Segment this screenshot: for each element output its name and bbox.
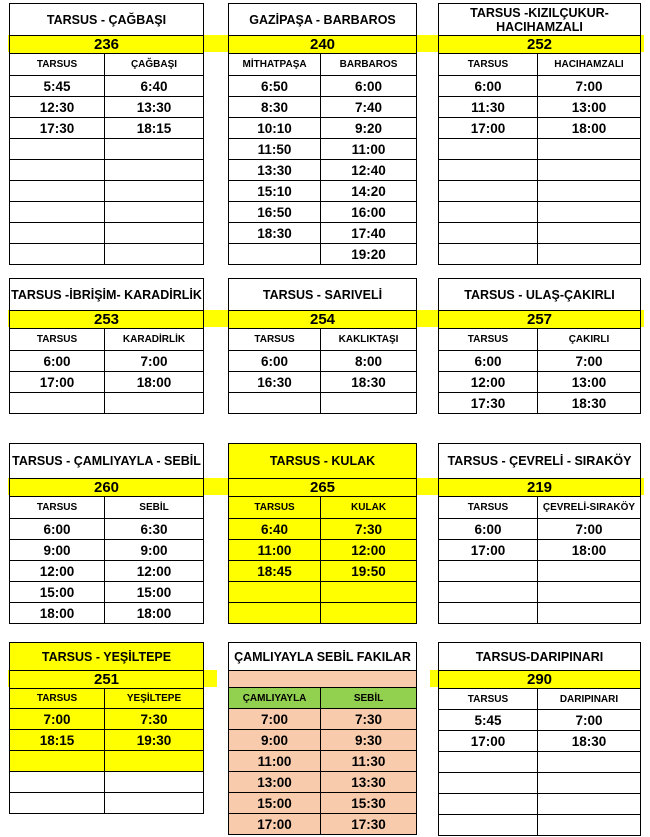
- time-row: [10, 202, 204, 223]
- time-row: [10, 223, 204, 244]
- departure-time-destination: 11:00: [321, 139, 417, 160]
- departure-time-destination: [105, 772, 204, 793]
- route-number: 236: [10, 36, 204, 54]
- column-header-destination: ÇAĞBAŞI: [105, 54, 204, 76]
- column-header-destination: YEŞİLTEPE: [105, 689, 204, 709]
- time-row: [10, 97, 204, 118]
- route-number: [229, 671, 417, 688]
- departure-time-origin: 17:00: [10, 372, 105, 393]
- departure-time-origin: 6:00: [229, 351, 321, 372]
- departure-time-destination: 7:30: [321, 519, 417, 540]
- time-row: [439, 710, 641, 731]
- departure-time-destination: 18:15: [105, 118, 204, 139]
- departure-time-origin: [229, 393, 321, 414]
- column-header-origin: TARSUS: [10, 54, 105, 76]
- departure-time-origin: 18:15: [10, 730, 105, 751]
- departure-time-destination: 18:30: [321, 372, 417, 393]
- time-row: [10, 709, 204, 730]
- time-row: [439, 519, 641, 540]
- departure-time-origin: 15:00: [229, 793, 321, 814]
- departure-time-origin: 9:00: [10, 540, 105, 561]
- departure-time-origin: 15:00: [10, 582, 105, 603]
- column-header-origin: TARSUS: [229, 497, 321, 519]
- departure-time-origin: 17:00: [229, 814, 321, 835]
- time-row: [229, 603, 417, 624]
- departure-time-destination: 7:00: [105, 351, 204, 372]
- route-number: 257: [439, 311, 641, 329]
- departure-time-origin: 6:40: [229, 519, 321, 540]
- column-header-origin: TARSUS: [10, 689, 105, 709]
- departure-time-destination: [105, 393, 204, 414]
- column-header-destination: DARIPINARI: [537, 689, 640, 710]
- time-row: [439, 794, 641, 815]
- departure-time-origin: [10, 751, 105, 772]
- departure-time-origin: [10, 244, 105, 265]
- departure-time-origin: 12:00: [439, 372, 538, 393]
- departure-time-origin: [439, 223, 538, 244]
- time-row: [10, 118, 204, 139]
- time-row: [229, 181, 417, 202]
- time-row: [229, 793, 417, 814]
- departure-time-origin: 11:30: [439, 97, 538, 118]
- departure-time-destination: [537, 244, 640, 265]
- time-row: [229, 244, 417, 265]
- departure-time-origin: 15:10: [229, 181, 321, 202]
- departure-time-destination: 14:20: [321, 181, 417, 202]
- departure-time-destination: [537, 815, 640, 836]
- column-header-origin: TARSUS: [10, 329, 105, 351]
- column-header-destination: KARADİRLİK: [105, 329, 204, 351]
- time-row: [229, 561, 417, 582]
- column-header-destination: KAKLIKTAŞI: [321, 329, 417, 351]
- departure-time-origin: 16:30: [229, 372, 321, 393]
- departure-time-origin: [229, 603, 321, 624]
- departure-time-destination: [321, 582, 417, 603]
- time-row: [229, 118, 417, 139]
- departure-time-destination: [105, 223, 204, 244]
- departure-time-destination: [537, 582, 640, 603]
- time-row: [439, 731, 641, 752]
- departure-time-destination: 12:00: [105, 561, 204, 582]
- time-row: [229, 814, 417, 835]
- departure-time-destination: 7:30: [105, 709, 204, 730]
- time-row: [10, 603, 204, 624]
- column-header-destination: KULAK: [321, 497, 417, 519]
- departure-time-destination: 6:00: [321, 76, 417, 97]
- departure-time-destination: [321, 603, 417, 624]
- departure-time-destination: 7:00: [537, 710, 640, 731]
- departure-time-origin: 17:30: [439, 393, 538, 414]
- departure-time-origin: [439, 139, 538, 160]
- column-header-origin: MİTHATPAŞA: [229, 54, 321, 76]
- route-title: TARSUS-DARIPINARI: [439, 643, 641, 671]
- route-table: [438, 642, 641, 836]
- time-row: [10, 793, 204, 814]
- time-row: [229, 97, 417, 118]
- departure-time-destination: 7:30: [321, 709, 417, 730]
- departure-time-origin: [439, 244, 538, 265]
- departure-time-origin: [10, 202, 105, 223]
- departure-time-origin: [10, 793, 105, 814]
- departure-time-origin: [10, 181, 105, 202]
- column-header-destination: SEBİL: [321, 688, 417, 709]
- departure-time-destination: 13:00: [537, 97, 640, 118]
- time-row: [439, 223, 641, 244]
- time-row: [10, 76, 204, 97]
- departure-time-origin: [439, 582, 538, 603]
- time-row: [229, 76, 417, 97]
- time-row: [229, 582, 417, 603]
- departure-time-origin: 17:30: [10, 118, 105, 139]
- column-header-origin: ÇAMLIYAYLA: [229, 688, 321, 709]
- departure-time-origin: 18:45: [229, 561, 321, 582]
- departure-time-destination: 9:30: [321, 730, 417, 751]
- route-number: 253: [10, 311, 204, 329]
- route-title: TARSUS -İBRİŞİM- KARADİRLİK: [10, 279, 204, 311]
- departure-time-destination: [105, 751, 204, 772]
- departure-time-origin: 6:00: [439, 76, 538, 97]
- time-row: [229, 751, 417, 772]
- route-table: [228, 278, 417, 414]
- route-number: 254: [229, 311, 417, 329]
- departure-time-destination: [105, 181, 204, 202]
- departure-time-origin: [10, 139, 105, 160]
- departure-time-destination: 15:00: [105, 582, 204, 603]
- route-table: [228, 642, 417, 835]
- departure-time-origin: [439, 815, 538, 836]
- route-title: TARSUS - YEŞİLTEPE: [10, 643, 204, 671]
- departure-time-destination: 16:00: [321, 202, 417, 223]
- time-row: [10, 181, 204, 202]
- time-row: [439, 815, 641, 836]
- column-header-origin: TARSUS: [439, 497, 538, 519]
- departure-time-destination: 18:00: [105, 603, 204, 624]
- time-row: [439, 76, 641, 97]
- departure-time-destination: [321, 393, 417, 414]
- time-row: [439, 97, 641, 118]
- route-title: TARSUS -KIZILÇUKUR-HACIHAMZALI: [439, 4, 641, 36]
- column-header-destination: SEBİL: [105, 497, 204, 519]
- departure-time-origin: [439, 603, 538, 624]
- departure-time-origin: 18:00: [10, 603, 105, 624]
- departure-time-origin: 11:00: [229, 751, 321, 772]
- departure-time-origin: [229, 582, 321, 603]
- departure-time-destination: 7:40: [321, 97, 417, 118]
- column-header-origin: TARSUS: [439, 54, 538, 76]
- departure-time-destination: 18:00: [537, 540, 640, 561]
- departure-time-origin: 5:45: [10, 76, 105, 97]
- departure-time-origin: [439, 794, 538, 815]
- departure-time-destination: [537, 202, 640, 223]
- time-row: [439, 393, 641, 414]
- column-header-destination: BARBAROS: [321, 54, 417, 76]
- route-number: 219: [439, 479, 641, 497]
- time-row: [10, 393, 204, 414]
- time-row: [10, 244, 204, 265]
- time-row: [439, 540, 641, 561]
- route-title: TARSUS - KULAK: [229, 444, 417, 479]
- route-table: [438, 443, 641, 624]
- route-table: [9, 443, 204, 624]
- departure-time-destination: [537, 752, 640, 773]
- column-header-origin: TARSUS: [229, 329, 321, 351]
- departure-time-destination: 9:00: [105, 540, 204, 561]
- departure-time-destination: 15:30: [321, 793, 417, 814]
- departure-time-destination: 19:20: [321, 244, 417, 265]
- departure-time-destination: [537, 181, 640, 202]
- time-row: [229, 519, 417, 540]
- departure-time-destination: 18:30: [537, 731, 640, 752]
- route-number: 251: [10, 671, 204, 689]
- departure-time-origin: 17:00: [439, 118, 538, 139]
- departure-time-destination: 8:00: [321, 351, 417, 372]
- departure-time-origin: [439, 561, 538, 582]
- departure-time-destination: 11:30: [321, 751, 417, 772]
- route-number: 265: [229, 479, 417, 497]
- departure-time-destination: 13:30: [105, 97, 204, 118]
- departure-time-origin: 9:00: [229, 730, 321, 751]
- departure-time-destination: 19:30: [105, 730, 204, 751]
- time-row: [10, 139, 204, 160]
- departure-time-origin: 10:10: [229, 118, 321, 139]
- time-row: [229, 393, 417, 414]
- departure-time-destination: 13:30: [321, 772, 417, 793]
- departure-time-destination: [537, 160, 640, 181]
- time-row: [10, 730, 204, 751]
- time-row: [10, 772, 204, 793]
- route-table: [228, 3, 417, 265]
- departure-time-origin: 12:30: [10, 97, 105, 118]
- departure-time-destination: 7:00: [537, 519, 640, 540]
- departure-time-origin: 13:00: [229, 772, 321, 793]
- time-row: [439, 372, 641, 393]
- departure-time-destination: 18:30: [537, 393, 640, 414]
- time-row: [229, 223, 417, 244]
- departure-time-origin: 17:00: [439, 540, 538, 561]
- time-row: [10, 582, 204, 603]
- time-row: [229, 160, 417, 181]
- departure-time-destination: [105, 139, 204, 160]
- departure-time-destination: [537, 139, 640, 160]
- route-table: [9, 278, 204, 414]
- departure-time-destination: [105, 160, 204, 181]
- route-table: [9, 3, 204, 265]
- time-row: [439, 351, 641, 372]
- departure-time-origin: 7:00: [229, 709, 321, 730]
- column-header-destination: ÇEVRELİ-SIRAKÖY: [537, 497, 640, 519]
- time-row: [229, 772, 417, 793]
- departure-time-origin: 11:00: [229, 540, 321, 561]
- departure-time-destination: [537, 773, 640, 794]
- departure-time-origin: [439, 181, 538, 202]
- departure-time-origin: 6:00: [10, 351, 105, 372]
- column-header-origin: TARSUS: [439, 689, 538, 710]
- time-row: [229, 351, 417, 372]
- departure-time-destination: [537, 561, 640, 582]
- departure-time-origin: 5:45: [439, 710, 538, 731]
- departure-time-origin: [439, 160, 538, 181]
- departure-time-origin: 6:00: [439, 351, 538, 372]
- time-row: [10, 519, 204, 540]
- route-title: TARSUS - SARIVELİ: [229, 279, 417, 311]
- departure-time-destination: [537, 794, 640, 815]
- time-row: [439, 244, 641, 265]
- time-row: [439, 582, 641, 603]
- departure-time-destination: 6:30: [105, 519, 204, 540]
- route-title: GAZİPAŞA - BARBAROS: [229, 4, 417, 36]
- departure-time-destination: 9:20: [321, 118, 417, 139]
- time-row: [229, 709, 417, 730]
- departure-time-origin: 6:50: [229, 76, 321, 97]
- departure-time-destination: 12:40: [321, 160, 417, 181]
- departure-time-destination: 6:40: [105, 76, 204, 97]
- departure-time-origin: [229, 244, 321, 265]
- time-row: [439, 603, 641, 624]
- time-row: [229, 730, 417, 751]
- time-row: [229, 372, 417, 393]
- time-row: [439, 160, 641, 181]
- time-row: [10, 561, 204, 582]
- departure-time-origin: [439, 202, 538, 223]
- route-title: ÇAMLIYAYLA SEBİL FAKILAR: [229, 643, 417, 671]
- departure-time-destination: [105, 793, 204, 814]
- time-row: [439, 118, 641, 139]
- departure-time-origin: [439, 773, 538, 794]
- departure-time-destination: 18:00: [537, 118, 640, 139]
- departure-time-destination: 12:00: [321, 540, 417, 561]
- departure-time-destination: 19:50: [321, 561, 417, 582]
- route-table: [438, 278, 641, 414]
- route-number: 240: [229, 36, 417, 54]
- departure-time-destination: 17:40: [321, 223, 417, 244]
- route-title: TARSUS - ÇAMLIYAYLA - SEBİL: [10, 444, 204, 479]
- time-row: [229, 202, 417, 223]
- departure-time-destination: [105, 202, 204, 223]
- departure-time-origin: [10, 393, 105, 414]
- route-table: [9, 642, 204, 814]
- departure-time-origin: [10, 223, 105, 244]
- time-row: [439, 752, 641, 773]
- time-row: [439, 773, 641, 794]
- departure-time-origin: [10, 772, 105, 793]
- route-title: TARSUS - ULAŞ-ÇAKIRLI: [439, 279, 641, 311]
- time-row: [10, 351, 204, 372]
- departure-time-destination: 18:00: [105, 372, 204, 393]
- departure-time-destination: 13:00: [537, 372, 640, 393]
- route-number: 252: [439, 36, 641, 54]
- column-header-origin: TARSUS: [10, 497, 105, 519]
- departure-time-destination: [537, 223, 640, 244]
- time-row: [439, 202, 641, 223]
- route-title: TARSUS - ÇAĞBAŞI: [10, 4, 204, 36]
- departure-time-destination: 7:00: [537, 351, 640, 372]
- departure-time-origin: 11:50: [229, 139, 321, 160]
- route-number: 260: [10, 479, 204, 497]
- time-row: [439, 561, 641, 582]
- departure-time-destination: [537, 603, 640, 624]
- departure-time-origin: 6:00: [439, 519, 538, 540]
- route-table: [228, 443, 417, 624]
- route-number: 290: [439, 671, 641, 689]
- departure-time-origin: 6:00: [10, 519, 105, 540]
- departure-time-destination: [105, 244, 204, 265]
- departure-time-origin: 12:00: [10, 561, 105, 582]
- route-title: TARSUS - ÇEVRELİ - SIRAKÖY: [439, 444, 641, 479]
- departure-time-origin: 18:30: [229, 223, 321, 244]
- time-row: [229, 139, 417, 160]
- time-row: [10, 751, 204, 772]
- time-row: [10, 160, 204, 181]
- departure-time-origin: 8:30: [229, 97, 321, 118]
- departure-time-origin: 16:50: [229, 202, 321, 223]
- column-header-destination: HACIHAMZALI: [537, 54, 640, 76]
- departure-time-origin: 7:00: [10, 709, 105, 730]
- time-row: [439, 181, 641, 202]
- time-row: [439, 139, 641, 160]
- time-row: [10, 540, 204, 561]
- departure-time-destination: 17:30: [321, 814, 417, 835]
- column-header-destination: ÇAKIRLI: [537, 329, 640, 351]
- time-row: [229, 540, 417, 561]
- route-table: [438, 3, 641, 265]
- departure-time-origin: 13:30: [229, 160, 321, 181]
- time-row: [10, 372, 204, 393]
- departure-time-origin: 17:00: [439, 731, 538, 752]
- column-header-origin: TARSUS: [439, 329, 538, 351]
- departure-time-origin: [10, 160, 105, 181]
- departure-time-origin: [439, 752, 538, 773]
- departure-time-destination: 7:00: [537, 76, 640, 97]
